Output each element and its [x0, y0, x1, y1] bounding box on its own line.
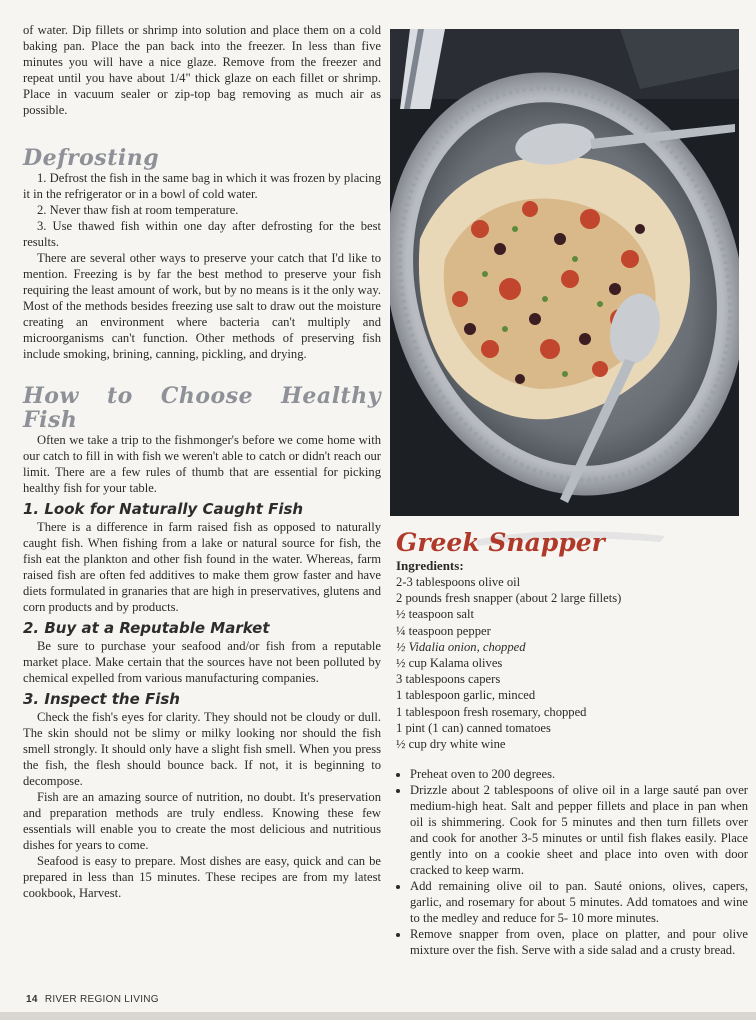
section-3-heading: 3. Inspect the Fish [23, 690, 180, 708]
ingredient-item: 2 pounds fresh snapper (about 2 large fillets) [396, 591, 622, 606]
ingredient-item: 1 tablespoon fresh rosemary, chopped [396, 704, 587, 719]
ingredient-item: ¼ teaspoon pepper [396, 623, 491, 638]
ingredients-label: Ingredients: [396, 558, 464, 573]
article-left-column [23, 22, 381, 901]
section-2-heading: 2. Buy at a Reputable Market [23, 619, 270, 637]
defrost-step-2: 2. Never thaw fish at room temperature. [37, 203, 239, 217]
section-3-paragraph-3: Seafood is easy to prepare. Most dishes are easy, quick and can be prepared in less than 15 minutes. These recipes are from my latest cookbook, Harvest. [23, 854, 381, 900]
choose-fish-heading: How to Choose Healthy Fish [23, 383, 381, 433]
direction-step: • Drizzle about 2 tablespoons of olive oil in a large sauté pan over medium-high heat. Salt and pepper fillets and place in pan when oil is shimmering. Cook for 5 minutes and then turn fillets over and cook for another 3-5 minutes or until fish flakes easily. Place gently into on a cookie sheet and place into oven with door cracked to keep warm. [410, 782, 748, 878]
section-3-paragraph-2: Fish are an amazing source of nutrition, no doubt. It's preservation and preparation methods are truly endless. Knowing these few essentials will enable you to create the most delicious and nutritious dishes for years to come. [23, 790, 381, 852]
ingredient-item: 1 pint (1 can) canned tomatoes [396, 720, 551, 735]
choose-intro-paragraph: Often we take a trip to the fishmonger's before we come home with our catch to fill in with fish we weren't able to catch or didn't reach our limit. There are a few rules of thumb that are essential for picking healthy fish for your table. [23, 433, 381, 495]
ingredient-item: ½ cup dry white wine [396, 737, 506, 752]
preserve-paragraph: There are several other ways to preserve your catch that I'd like to mention. Freezing is by far the best method to preserve your fish requiring the least amount of work, but by no means is it the only way. Most of the methods besides freezing use salt to draw out the moisture creating an environment where bacteria can't multiply and microorganisms can't function. Other methods of preserving fish include smoking, brining, canning, pickling, and drying. [23, 251, 381, 361]
page-footer [26, 994, 159, 1005]
page-number: 14 [26, 994, 38, 1005]
defrost-step-3: 3. Use thawed fish within one day after defrosting for the best results. [23, 219, 381, 249]
ingredient-item: 3 tablespoons capers [396, 672, 501, 687]
section-1-paragraph: There is a difference in farm raised fish as opposed to naturally caught fish. When fishing from a lake or natural source for fish, the fish eat the plankton and other fish found in the water. Whereas, farm raised fish are often fed additives to make them grow faster and have diets formulated in granaries that are high in preservatives, glutens and corn products and by products. [23, 520, 381, 614]
ingredient-item: ½ Vidalia onion, chopped [396, 639, 526, 654]
defrosting-heading: Defrosting [23, 145, 160, 171]
section-3-paragraph-1: Check the fish's eyes for clarity. They should not be cloudy or dull. The skin should not be slimy or milky looking nor should the fish smell strongly. It should only have a slight fish smell. When you press the fish, the flesh should bounce back. If not, it is beginning to decompose. [23, 710, 381, 788]
direction-step: • Add remaining olive oil to pan. Sauté onions, olives, capers, garlic, and rosemary for about 5 minutes. Add tomatoes and wine to the medley and reduce for 5- 10 more minutes. [410, 878, 748, 926]
direction-step: • Remove snapper from oven, place on platter, and pour olive mixture over the fish. Serve with a side salad and a crusty bread. [410, 926, 748, 958]
ingredient-item: ½ cup Kalama olives [396, 656, 503, 671]
publication-name: RIVER REGION LIVING [44, 994, 159, 1005]
section-2-paragraph: Be sure to purchase your seafood and/or fish from a reputable market place. Make certain that the sources have not been polluted by chemical expelled from various manufacturing companies. [23, 639, 381, 685]
intro-paragraph: of water. Dip fillets or shrimp into solution and place them on a cold baking pan. Place the pan back into the freezer. In less than five minutes you will have a nice glaze. Remove from the freezer and repeat until you have about 1/4" thick glaze on each fillet or shrimp. Place in vacuum sealer or zip-top bag removing as much air as possible. [23, 23, 381, 117]
recipe-greek-snapper [396, 528, 748, 958]
section-1-heading: 1. Look for Naturally Caught Fish [23, 500, 304, 518]
directions-list [396, 766, 748, 958]
recipe-title: Greek Snapper [396, 528, 605, 557]
greek-snapper-photo [390, 29, 739, 516]
ingredient-item: ½ teaspoon salt [396, 607, 474, 622]
page-edge [0, 1012, 756, 1020]
direction-step: • Preheat oven to 200 degrees. [410, 766, 748, 782]
ingredient-item: 2-3 tablespoons olive oil [396, 575, 521, 589]
ingredient-item: 1 tablespoon garlic, minced [396, 688, 536, 703]
ingredients-list [396, 574, 748, 752]
platter-illustration [390, 29, 739, 516]
defrost-step-1: 1. Defrost the fish in the same bag in which it was frozen by placing it in the refrigerator or in a bowl of cold water. [23, 171, 381, 201]
